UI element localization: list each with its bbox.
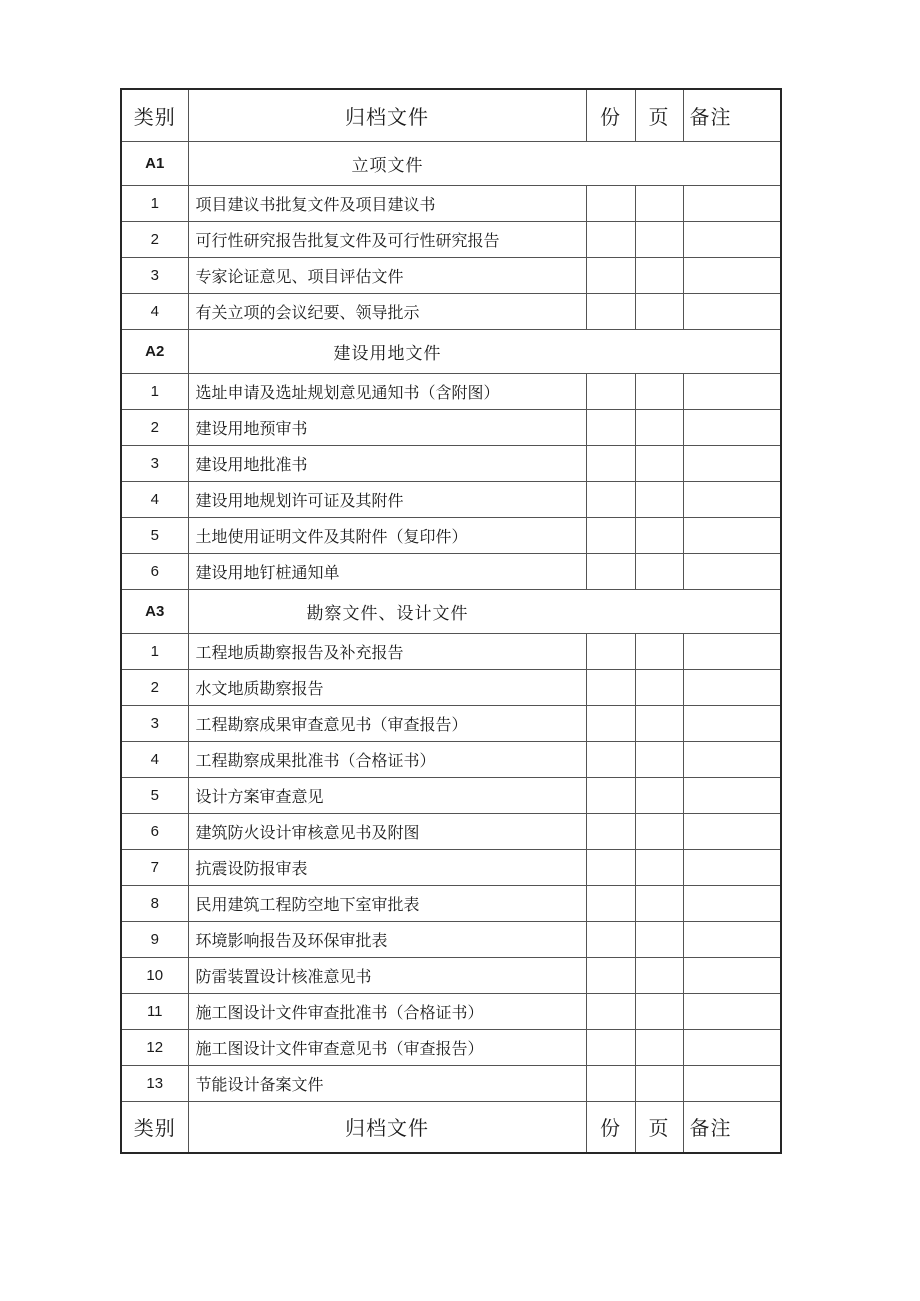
document-row: [121, 409, 781, 445]
pages-cell: [635, 185, 683, 221]
row-number: 2: [121, 669, 188, 705]
remarks-cell: [683, 741, 781, 777]
copies-cell: [586, 921, 635, 957]
row-number: 3: [121, 445, 188, 481]
pages-cell: [635, 373, 683, 409]
row-number: 9: [121, 921, 188, 957]
copies-cell: [586, 777, 635, 813]
table-body: [121, 141, 781, 1101]
pages-cell: [635, 293, 683, 329]
document-title: 环境影响报告及环保审批表: [188, 921, 586, 957]
pages-cell: [635, 633, 683, 669]
pages-cell: [635, 409, 683, 445]
pages-cell: [635, 1029, 683, 1065]
document-title: 建设用地钉桩通知单: [188, 553, 586, 589]
pages-cell: [635, 669, 683, 705]
footer-document: 归档文件: [188, 1101, 586, 1153]
document-title: 建设用地预审书: [188, 409, 586, 445]
document-title: 抗震设防报审表: [188, 849, 586, 885]
row-number: 4: [121, 481, 188, 517]
document-row: [121, 885, 781, 921]
row-number: 13: [121, 1065, 188, 1101]
remarks-cell: [683, 957, 781, 993]
document-title: 项目建议书批复文件及项目建议书: [188, 185, 586, 221]
document-row: [121, 1065, 781, 1101]
copies-cell: [586, 257, 635, 293]
pages-cell: [635, 517, 683, 553]
document-row: [121, 957, 781, 993]
row-number: 8: [121, 885, 188, 921]
document-title: 水文地质勘察报告: [188, 669, 586, 705]
document-title: 建筑防火设计审核意见书及附图: [188, 813, 586, 849]
pages-cell: [635, 993, 683, 1029]
section-title-cell: [188, 141, 781, 185]
header-copies: 份: [586, 89, 635, 141]
section-title-cell: [188, 589, 781, 633]
copies-cell: [586, 1029, 635, 1065]
remarks-cell: [683, 185, 781, 221]
copies-cell: [586, 1065, 635, 1101]
pages-cell: [635, 813, 683, 849]
remarks-cell: [683, 777, 781, 813]
document-row: [121, 445, 781, 481]
row-number: 1: [121, 185, 188, 221]
pages-cell: [635, 445, 683, 481]
remarks-cell: [683, 849, 781, 885]
section-title: 建设用地文件: [333, 343, 442, 363]
remarks-cell: [683, 409, 781, 445]
pages-cell: [635, 553, 683, 589]
archive-document-table: [120, 88, 782, 1154]
document-row: [121, 481, 781, 517]
row-number: 12: [121, 1029, 188, 1065]
document-title: 施工图设计文件审查意见书（审查报告）: [188, 1029, 586, 1065]
row-number: 2: [121, 221, 188, 257]
document-title: 施工图设计文件审查批准书（合格证书）: [188, 993, 586, 1029]
copies-cell: [586, 293, 635, 329]
section-header-row: [121, 329, 781, 373]
row-number: 10: [121, 957, 188, 993]
pages-cell: [635, 849, 683, 885]
section-title: 勘察文件、设计文件: [306, 603, 469, 623]
row-number: 2: [121, 409, 188, 445]
pages-cell: [635, 777, 683, 813]
document-title: 土地使用证明文件及其附件（复印件）: [188, 517, 586, 553]
remarks-cell: [683, 813, 781, 849]
document-row: [121, 553, 781, 589]
footer-category: 类别: [121, 1101, 188, 1153]
copies-cell: [586, 813, 635, 849]
pages-cell: [635, 705, 683, 741]
row-number: 4: [121, 293, 188, 329]
footer-remarks: 备注: [683, 1101, 781, 1153]
pages-cell: [635, 885, 683, 921]
table-footer-row: [121, 1101, 781, 1153]
document-row: [121, 633, 781, 669]
section-header-row: [121, 589, 781, 633]
document-title: 防雷装置设计核准意见书: [188, 957, 586, 993]
footer-pages: 页: [635, 1101, 683, 1153]
document-title: 民用建筑工程防空地下室审批表: [188, 885, 586, 921]
section-title-cell: [188, 329, 781, 373]
remarks-cell: [683, 445, 781, 481]
section-header-row: [121, 141, 781, 185]
header-document: 归档文件: [188, 89, 586, 141]
document-title: 节能设计备案文件: [188, 1065, 586, 1101]
document-title: 专家论证意见、项目评估文件: [188, 257, 586, 293]
remarks-cell: [683, 257, 781, 293]
remarks-cell: [683, 993, 781, 1029]
remarks-cell: [683, 921, 781, 957]
copies-cell: [586, 849, 635, 885]
row-number: 7: [121, 849, 188, 885]
pages-cell: [635, 481, 683, 517]
remarks-cell: [683, 633, 781, 669]
copies-cell: [586, 633, 635, 669]
copies-cell: [586, 221, 635, 257]
section-code: A3: [121, 589, 188, 633]
remarks-cell: [683, 705, 781, 741]
document-title: 工程勘察成果批准书（合格证书）: [188, 741, 586, 777]
remarks-cell: [683, 669, 781, 705]
document-row: [121, 257, 781, 293]
document-row: [121, 1029, 781, 1065]
copies-cell: [586, 373, 635, 409]
document-row: [121, 777, 781, 813]
copies-cell: [586, 741, 635, 777]
document-row: [121, 221, 781, 257]
copies-cell: [586, 993, 635, 1029]
pages-cell: [635, 957, 683, 993]
document-row: [121, 373, 781, 409]
footer-copies: 份: [586, 1101, 635, 1153]
section-code: A1: [121, 141, 188, 185]
pages-cell: [635, 921, 683, 957]
header-pages: 页: [635, 89, 683, 141]
document-title: 建设用地规划许可证及其附件: [188, 481, 586, 517]
document-title: 有关立项的会议纪要、领导批示: [188, 293, 586, 329]
pages-cell: [635, 221, 683, 257]
document-row: [121, 293, 781, 329]
pages-cell: [635, 257, 683, 293]
remarks-cell: [683, 293, 781, 329]
document-row: [121, 517, 781, 553]
document-title: 工程地质勘察报告及补充报告: [188, 633, 586, 669]
row-number: 5: [121, 517, 188, 553]
remarks-cell: [683, 481, 781, 517]
document-title: 设计方案审查意见: [188, 777, 586, 813]
copies-cell: [586, 185, 635, 221]
copies-cell: [586, 481, 635, 517]
document-title: 工程勘察成果审查意见书（审查报告）: [188, 705, 586, 741]
remarks-cell: [683, 1065, 781, 1101]
section-title: 立项文件: [351, 155, 424, 175]
copies-cell: [586, 409, 635, 445]
copies-cell: [586, 957, 635, 993]
remarks-cell: [683, 885, 781, 921]
row-number: 6: [121, 813, 188, 849]
header-remarks: 备注: [683, 89, 781, 141]
document-row: [121, 741, 781, 777]
document-row: [121, 185, 781, 221]
copies-cell: [586, 445, 635, 481]
copies-cell: [586, 669, 635, 705]
row-number: 1: [121, 373, 188, 409]
copies-cell: [586, 885, 635, 921]
section-code: A2: [121, 329, 188, 373]
document-row: [121, 921, 781, 957]
row-number: 6: [121, 553, 188, 589]
remarks-cell: [683, 1029, 781, 1065]
table-header-row: [121, 89, 781, 141]
row-number: 4: [121, 741, 188, 777]
copies-cell: [586, 705, 635, 741]
pages-cell: [635, 1065, 683, 1101]
document-row: [121, 813, 781, 849]
document-title: 建设用地批准书: [188, 445, 586, 481]
row-number: 3: [121, 705, 188, 741]
row-number: 1: [121, 633, 188, 669]
document-row: [121, 705, 781, 741]
document-row: [121, 669, 781, 705]
document-title: 选址申请及选址规划意见通知书（含附图）: [188, 373, 586, 409]
row-number: 5: [121, 777, 188, 813]
copies-cell: [586, 553, 635, 589]
document-row: [121, 993, 781, 1029]
header-category: 类别: [121, 89, 188, 141]
remarks-cell: [683, 553, 781, 589]
remarks-cell: [683, 373, 781, 409]
document-title: 可行性研究报告批复文件及可行性研究报告: [188, 221, 586, 257]
remarks-cell: [683, 221, 781, 257]
remarks-cell: [683, 517, 781, 553]
row-number: 3: [121, 257, 188, 293]
pages-cell: [635, 741, 683, 777]
copies-cell: [586, 517, 635, 553]
document-row: [121, 849, 781, 885]
row-number: 11: [121, 993, 188, 1029]
